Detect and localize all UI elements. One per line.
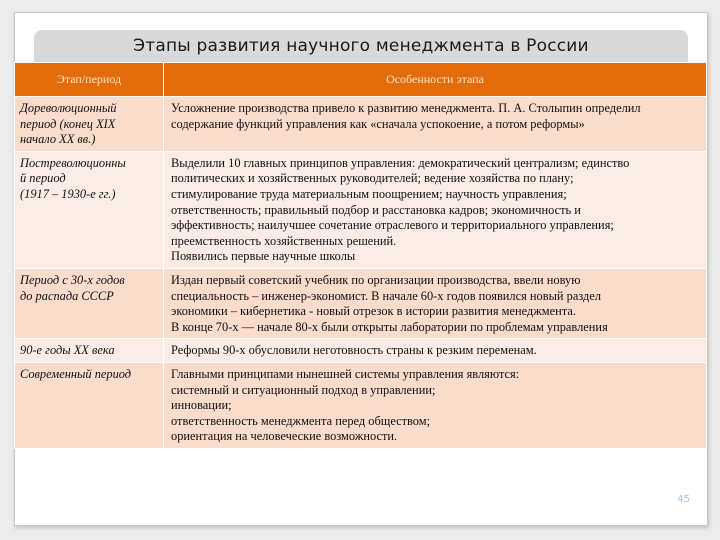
features-line: Издан первый советский учебник по организации производства, ввели новую bbox=[171, 272, 581, 287]
stages-table bbox=[14, 62, 707, 449]
features-line: Появились первые научные школы bbox=[171, 249, 356, 264]
column-header-period: Этап/период bbox=[15, 63, 164, 97]
table-header-row bbox=[15, 63, 707, 97]
period-line: Дореволюционный bbox=[20, 101, 117, 115]
features-line: В конце 70-х — начале 80-х были открыты лаборатории по проблемам управления bbox=[171, 319, 608, 334]
column-header-features: Особенности этапа bbox=[164, 63, 707, 97]
features-line: ответственность; правильный подбор и расстановка кадров; экономичность и bbox=[171, 202, 581, 217]
table-row bbox=[15, 268, 707, 338]
slide-number: 45 bbox=[677, 494, 690, 505]
period-cell bbox=[15, 97, 164, 152]
period-line: начало XX вв.) bbox=[20, 132, 96, 147]
period-line: Современный период bbox=[20, 366, 132, 381]
features-line: содержание функций управления как «сначала успокоение, а потом реформы» bbox=[171, 116, 585, 131]
features-cell bbox=[164, 268, 707, 338]
period-line: (1917 – 1930-е гг.) bbox=[20, 186, 116, 201]
period-line: 90-е годы XX века bbox=[20, 343, 115, 358]
period-cell bbox=[15, 339, 164, 363]
title-bar bbox=[34, 30, 688, 62]
period-line: й период bbox=[20, 171, 66, 186]
features-line: Главными принципами нынешней системы управления являются: bbox=[171, 366, 520, 381]
features-line: экономики – кибернетика - новый отрезок в истории развития менеджмента. bbox=[171, 304, 576, 319]
features-line: политических и хозяйственных руководителей; ведение хозяйства по плану; bbox=[171, 171, 574, 186]
period-cell bbox=[15, 362, 164, 448]
features-line: Усложнение производства привело к развитию менеджмента. П. А. Столыпин определил bbox=[171, 101, 641, 115]
features-line: преемственность хозяйственных решений. bbox=[171, 233, 397, 248]
features-cell bbox=[164, 362, 707, 448]
slide-title: Этапы развития научного менеджмента в России bbox=[133, 36, 589, 56]
features-cell bbox=[164, 151, 707, 268]
period-cell bbox=[15, 268, 164, 338]
features-line: специальность – инженер-экономист. В начале 60-х годов появился новый раздел bbox=[171, 288, 601, 303]
features-line: ориентация на человеческие возможности. bbox=[171, 429, 398, 444]
features-line: стимулирование труда материальным поощрением; научность управления; bbox=[171, 186, 567, 201]
table-row bbox=[15, 97, 707, 152]
period-cell bbox=[15, 151, 164, 268]
table-row bbox=[15, 339, 707, 363]
features-line: Реформы 90-х обусловили неготовность страны к резким переменам. bbox=[171, 343, 537, 358]
features-line: эффективность; наилучшее сочетание отраслевого и территориального управления; bbox=[171, 218, 614, 233]
features-line: инновации; bbox=[171, 398, 232, 413]
period-line: Период с 30-х годов bbox=[20, 272, 125, 287]
features-line: Выделили 10 главных принципов управления: демократический централизм; единство bbox=[171, 155, 630, 170]
period-line: Постреволюционны bbox=[20, 155, 126, 170]
features-line: ответственность менеджмента перед обществом; bbox=[171, 413, 431, 428]
features-cell bbox=[164, 339, 707, 363]
features-cell bbox=[164, 97, 707, 152]
features-line: системный и ситуационный подход в управлении; bbox=[171, 382, 436, 397]
table-row bbox=[15, 151, 707, 268]
table-row bbox=[15, 362, 707, 448]
period-line: период (конец XIX bbox=[20, 116, 116, 131]
period-line: до распада СССР bbox=[20, 288, 114, 303]
